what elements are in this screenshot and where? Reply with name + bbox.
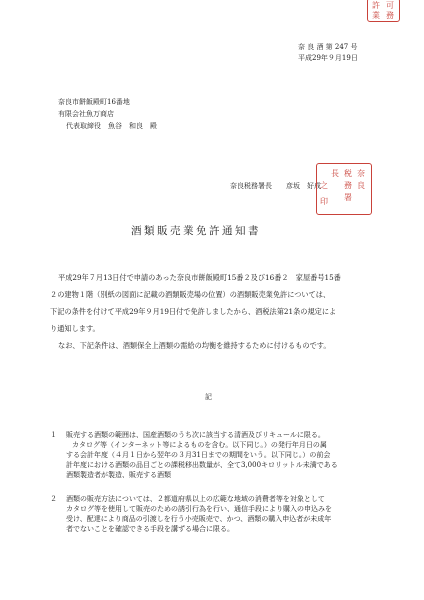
seal-char: 許 — [372, 1, 380, 10]
condition-line: する会計年度（４月１日から翌年の３月31日までの期間をいう。以下同じ。）の前会 — [66, 451, 331, 459]
body-line: り通知します。 — [50, 324, 100, 333]
seal-char: 印 — [320, 197, 328, 206]
body-line: 下記の条件を付けて平成29年９月19日付で免許しましたから、酒税法第21条の規定によ — [50, 307, 337, 316]
condition-line: 者でないことを確認できる手段を講ずる場合に限る。 — [66, 525, 234, 533]
condition-number: １ — [50, 431, 57, 439]
condition-line: 酒類の販売方法については、２都道府県以上の広範な地域の消費者等を対象として — [66, 495, 325, 503]
recipient-representative: 代表取締役 魚谷 和良 殿 — [66, 122, 157, 130]
seal-char: 之 — [320, 181, 328, 190]
issuer-name: 奈良税務署長 彦坂 好成 — [230, 182, 321, 190]
condition-line: 計年度における酒類の品目ごとの課税移出数量が、全て3,000キロリットル未満である — [66, 461, 338, 469]
seal-char: 可 — [386, 1, 394, 10]
body-line: 平成29年７月13日付で申請のあった奈良市餅飯殿町15番２及び16番２ 家屋番号15番 — [58, 273, 341, 282]
condition-line: 受け、配達により商品の引渡しを行う小売販売で、かつ、酒類の購入申込者が未成年 — [66, 515, 332, 523]
recipient-company: 有限会社魚万商店 — [58, 110, 114, 118]
seal-char: 署 — [344, 193, 352, 202]
document-title: 酒類販売業免許通知書 — [131, 225, 261, 237]
ki-label: 記 — [205, 393, 212, 401]
condition-number: ２ — [50, 495, 57, 503]
seal-char: 務 — [344, 181, 352, 190]
condition-line: カタログ等を使用して販売のための誘引行為を行い、通信手段により購入の申込みを — [66, 505, 332, 513]
top-seal — [367, 0, 400, 22]
body-line: なお、下記条件は、酒類保全上酒類の需給の均衡を維持するために付けるものです。 — [58, 341, 331, 350]
issuer-seal — [316, 163, 372, 215]
recipient-address: 奈良市餅飯殿町16番地 — [58, 98, 130, 106]
condition-line: 酒類製造者が製造、販売する酒類 — [66, 471, 171, 479]
seal-char: 業 — [372, 11, 380, 20]
doc-date: 平成29年９月19日 — [298, 54, 358, 62]
body-line: ２の建物１階（別紙の図面に記載の酒類販売場の位置）の酒類販売業免許については、 — [50, 290, 331, 299]
condition-line: カタログ等（インターネット等によるものを含む。以下同じ。）の発行年月日の属 — [72, 441, 327, 449]
seal-char: 税 — [344, 169, 352, 178]
doc-number: 奈 良 酒 第 247 号 — [298, 43, 358, 51]
seal-char: 務 — [386, 11, 394, 20]
seal-char: 長 — [331, 169, 339, 178]
seal-char: 奈 — [357, 169, 365, 178]
condition-line: 販売する酒類の範囲は、国産酒類のうち次に該当する清酒及びリキュールに限る。 — [66, 431, 325, 439]
seal-char: 良 — [357, 181, 365, 190]
